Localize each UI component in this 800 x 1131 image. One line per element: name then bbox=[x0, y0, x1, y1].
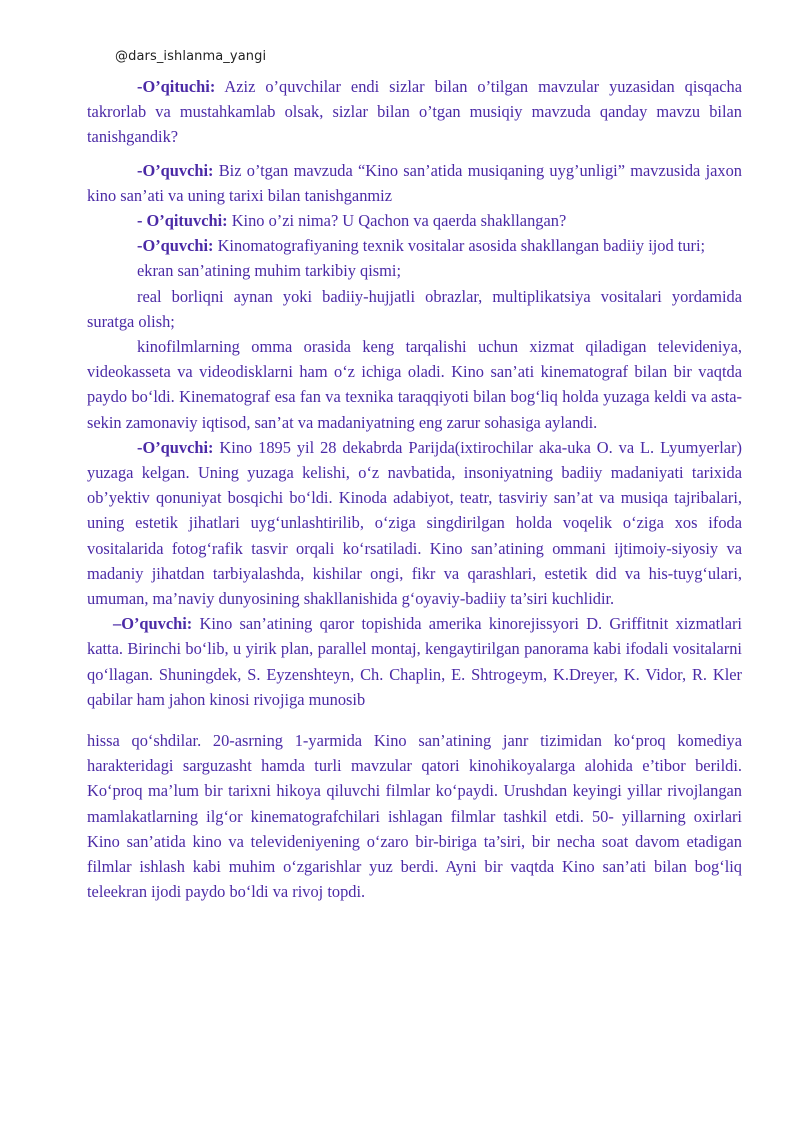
paragraph-student-answer-4 bbox=[87, 611, 742, 712]
paragraph-text: ekran san’atining muhim tarkibiy qismi; bbox=[137, 261, 402, 281]
paragraph-teacher-intro bbox=[87, 74, 742, 150]
paragraph-teacher-question bbox=[87, 208, 742, 233]
speaker-label: -O’qituchi: bbox=[137, 77, 216, 96]
paragraph-text: Aziz o’quvchilar endi sizlar bilan o’tilgan mavzular yuzasidan qisqacha takrorlab va mustahkamlab olsak, sizlar bilan o’tgan musiqiy mavzuda qanday mavzu bilan tanishgandik? bbox=[87, 77, 742, 147]
speaker-label: -O’quvchi: bbox=[137, 236, 214, 256]
paragraph-student-answer-2 bbox=[87, 233, 742, 258]
paragraph-student-answer-3 bbox=[87, 435, 742, 611]
paragraph-text: Biz o’tgan mavzuda “Kino san’atida musiqaning uyg’unligi” mavzusida jaxon kino san’ati va uning tarixi bilan tanishganmiz bbox=[87, 160, 742, 205]
watermark-handle: @dars_ishlanma_yangi bbox=[115, 49, 267, 64]
paragraph-continuation bbox=[87, 728, 742, 904]
paragraph-student-answer-1 bbox=[87, 158, 742, 208]
paragraph-text: Kinomatografiyaning texnik vositalar asosida shakllangan badiiy ijod turi; bbox=[213, 236, 706, 256]
document-body bbox=[87, 74, 742, 905]
paragraph-text: real borliqni aynan yoki badiiy-hujjatli obrazlar, multiplikatsiya vositalari yordamida suratga olish; bbox=[87, 286, 742, 331]
speaker-label: –O’quvchi: bbox=[113, 614, 193, 634]
paragraph-text: Kino o’zi nima? U Qachon va qaerda shakllangan? bbox=[227, 211, 567, 231]
paragraph-text: Kino san’atining qaror topishida amerika kinorejissyori D. Griffitnit xizmatlari katta. Birinchi bo‘lib, u yirik plan, parallel montaj, kengaytirilgan panorama kabi ifodali vositalarni qo‘llagan. Shuningdek, S. Eyzenshteyn, Ch. Chaplin, E. Shtrogeym, K.Dreyer, K. Vidor, R. Kler qabilar ham jahon kinosi rivojiga munosib bbox=[87, 614, 742, 709]
paragraph-definition-4 bbox=[87, 334, 742, 435]
paragraph-definition-2 bbox=[87, 258, 742, 283]
speaker-label: -O’quvchi: bbox=[137, 160, 214, 180]
paragraph-text: Kino 1895 yil 28 dekabrda Parijda(ixtirochilar aka-uka O. va L. Lyumyerlar) yuzaga kelgan. Uning yuzaga kelishi, o‘z navbatida, insoniyatning badiiy madaniyati tarixida ob’yektiv qonuniyat bosqichi bo‘ldi. Kinoda adabiyot, teatr, tasviriy san’at va musiqa tajribalari, uning estetik jihatlari uyg‘unlashtirilib, o‘ziga singdirilgan holda voqelik o‘ziga xos ifoda vositalarida fotog‘rafik tasvir orqali ko‘rsatiladi. Kino san’atining ommani ijtimoiy-siyosiy va madaniy jihatdan tarbiyalashda, kishilar ongi, fikr va qarashlari, estetik did va his-tuyg‘ulari, umuman, ma’naviy dunyosining shakllanishida g‘oyaviy-badiiy ta’siri kuchlidir. bbox=[87, 437, 742, 609]
paragraph-text: hissa qo‘shdilar. 20-asrning 1-yarmida Kino san’atining janr tizimidan ko‘proq komediya harakteridagi sarguzasht hamda turli mavzular qatori kinohikoyalarga alohida e’tibor berildi. Ko‘proq ma’lum bir tarixni hikoya qiluvchi filmlar ko‘paydi. Urushdan keyingi yillar rivojlangan mamlakatlarning ilg‘or kinematografchilari ishlagan filmlar tashkil etdi. 50- yillarning oxirlari Kino san’atida kino va televideniyening o‘zaro bir-biriga ta’siri, bir necha soat davom etadigan filmlar ishlash kabi muhim o‘zgarishlar yuz berdi. Ayni bir vaqtda Kino san’ati bilan bog‘liq teleekran ijodi paydo bo‘ldi va rivoj topdi. bbox=[87, 731, 742, 902]
paragraph-definition-3 bbox=[87, 284, 742, 334]
speaker-label: -O’quvchi: bbox=[137, 437, 214, 457]
speaker-label: - O’qituvchi: bbox=[137, 211, 228, 231]
paragraph-text: kinofilmlarning omma orasida keng tarqalishi uchun xizmat qiladigan televideniya, videokasseta va videodisklarni ham o‘z ichiga oladi. Kino san’ati kinematograf bilan bir vaqtda paydo bo‘ldi. Kinematograf esa fan va texnika taraqqiyoti bilan bog‘liq holda yuzaga keldi va asta-sekin zamonaviy iqtisod, san’at va madaniyatning eng zarur sohasiga aylandi. bbox=[87, 337, 742, 432]
